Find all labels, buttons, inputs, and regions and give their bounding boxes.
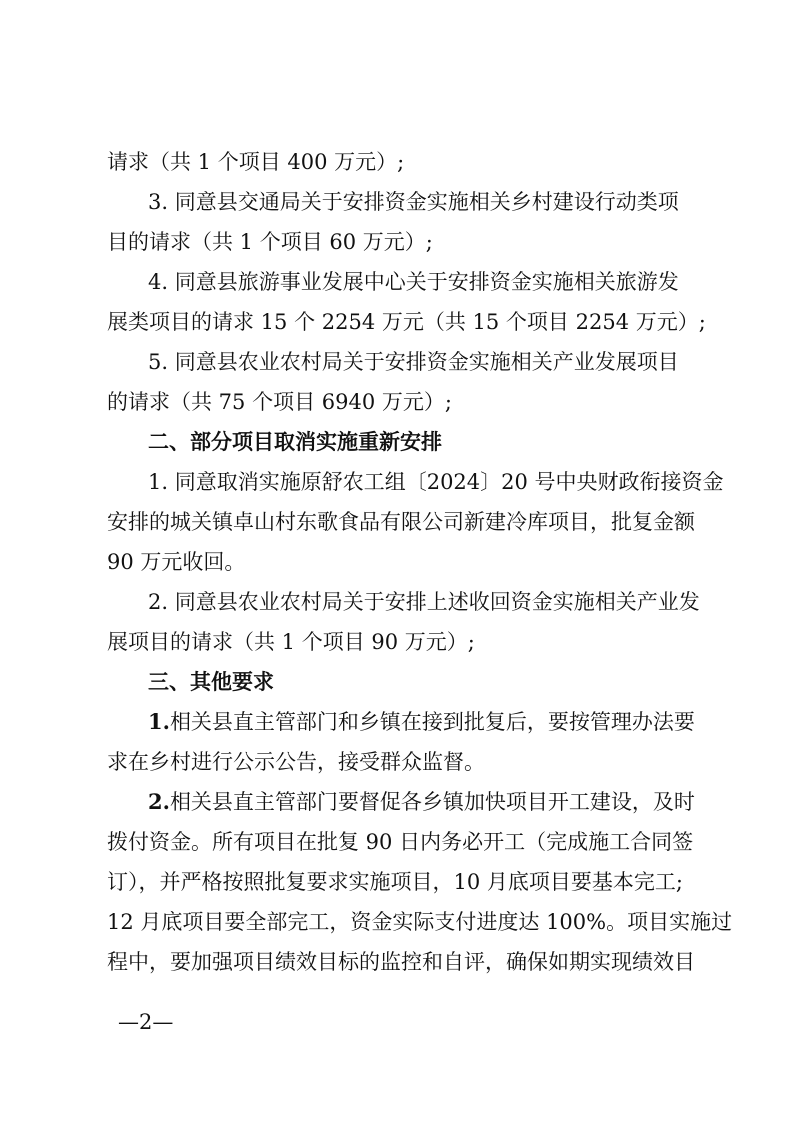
page-number: —2— bbox=[118, 1010, 174, 1034]
item-text: 相关县直主管部门和乡镇在接到批复后，要按管理办法要 bbox=[169, 710, 695, 734]
section-heading: 二、部分项目取消实施重新安排 bbox=[148, 430, 442, 454]
body-line: 4. 同意县旅游事业发展中心关于安排资金实施相关旅游发 bbox=[148, 270, 679, 294]
body-line: 5. 同意县农业农村局关于安排资金实施相关产业发展项目 bbox=[148, 350, 679, 374]
body-line bbox=[148, 790, 731, 814]
body-line: 程中，要加强项目绩效目标的监控和自评，确保如期实现绩效目 bbox=[107, 950, 695, 974]
body-line: 的请求（共 75 个项目 6940 万元）; bbox=[107, 390, 452, 414]
body-line: 求在乡村进行公示公告，接受群众监督。 bbox=[107, 750, 485, 774]
body-line: 拨付资金。所有项目在批复 90 日内务必开工（完成施工合同签 bbox=[107, 830, 694, 854]
body-line: 请求（共 1 个项目 400 万元）; bbox=[107, 150, 405, 174]
body-line: 订），并严格按照批复要求实施项目，10 月底项目要基本完工; bbox=[107, 870, 683, 894]
body-line: 展类项目的请求 15 个 2254 万元（共 15 个项目 2254 万元）; bbox=[107, 310, 706, 334]
body-line: 2. 同意县农业农村局关于安排上述收回资金实施相关产业发 bbox=[148, 590, 700, 614]
body-line: 12 月底项目要全部完工，资金实际支付进度达 100%。项目实施过 bbox=[107, 910, 733, 934]
body-line bbox=[148, 710, 731, 734]
body-line: 3. 同意县交通局关于安排资金实施相关乡村建设行动类项 bbox=[148, 190, 679, 214]
item-number: 1. bbox=[148, 709, 170, 734]
item-text: 相关县直主管部门要督促各乡镇加快项目开工建设，及时 bbox=[169, 790, 695, 814]
body-line: 展项目的请求（共 1 个项目 90 万元）; bbox=[107, 630, 475, 654]
body-line: 90 万元收回。 bbox=[107, 550, 246, 574]
section-heading: 三、其他要求 bbox=[148, 670, 274, 694]
body-line: 1. 同意取消实施原舒农工组〔2024〕20 号中央财政衔接资金 bbox=[148, 470, 724, 494]
body-line: 安排的城关镇卓山村东歌食品有限公司新建冷库项目，批复金额 bbox=[107, 510, 695, 534]
body-line: 目的请求（共 1 个项目 60 万元）; bbox=[107, 230, 433, 254]
item-number: 2. bbox=[148, 789, 170, 814]
